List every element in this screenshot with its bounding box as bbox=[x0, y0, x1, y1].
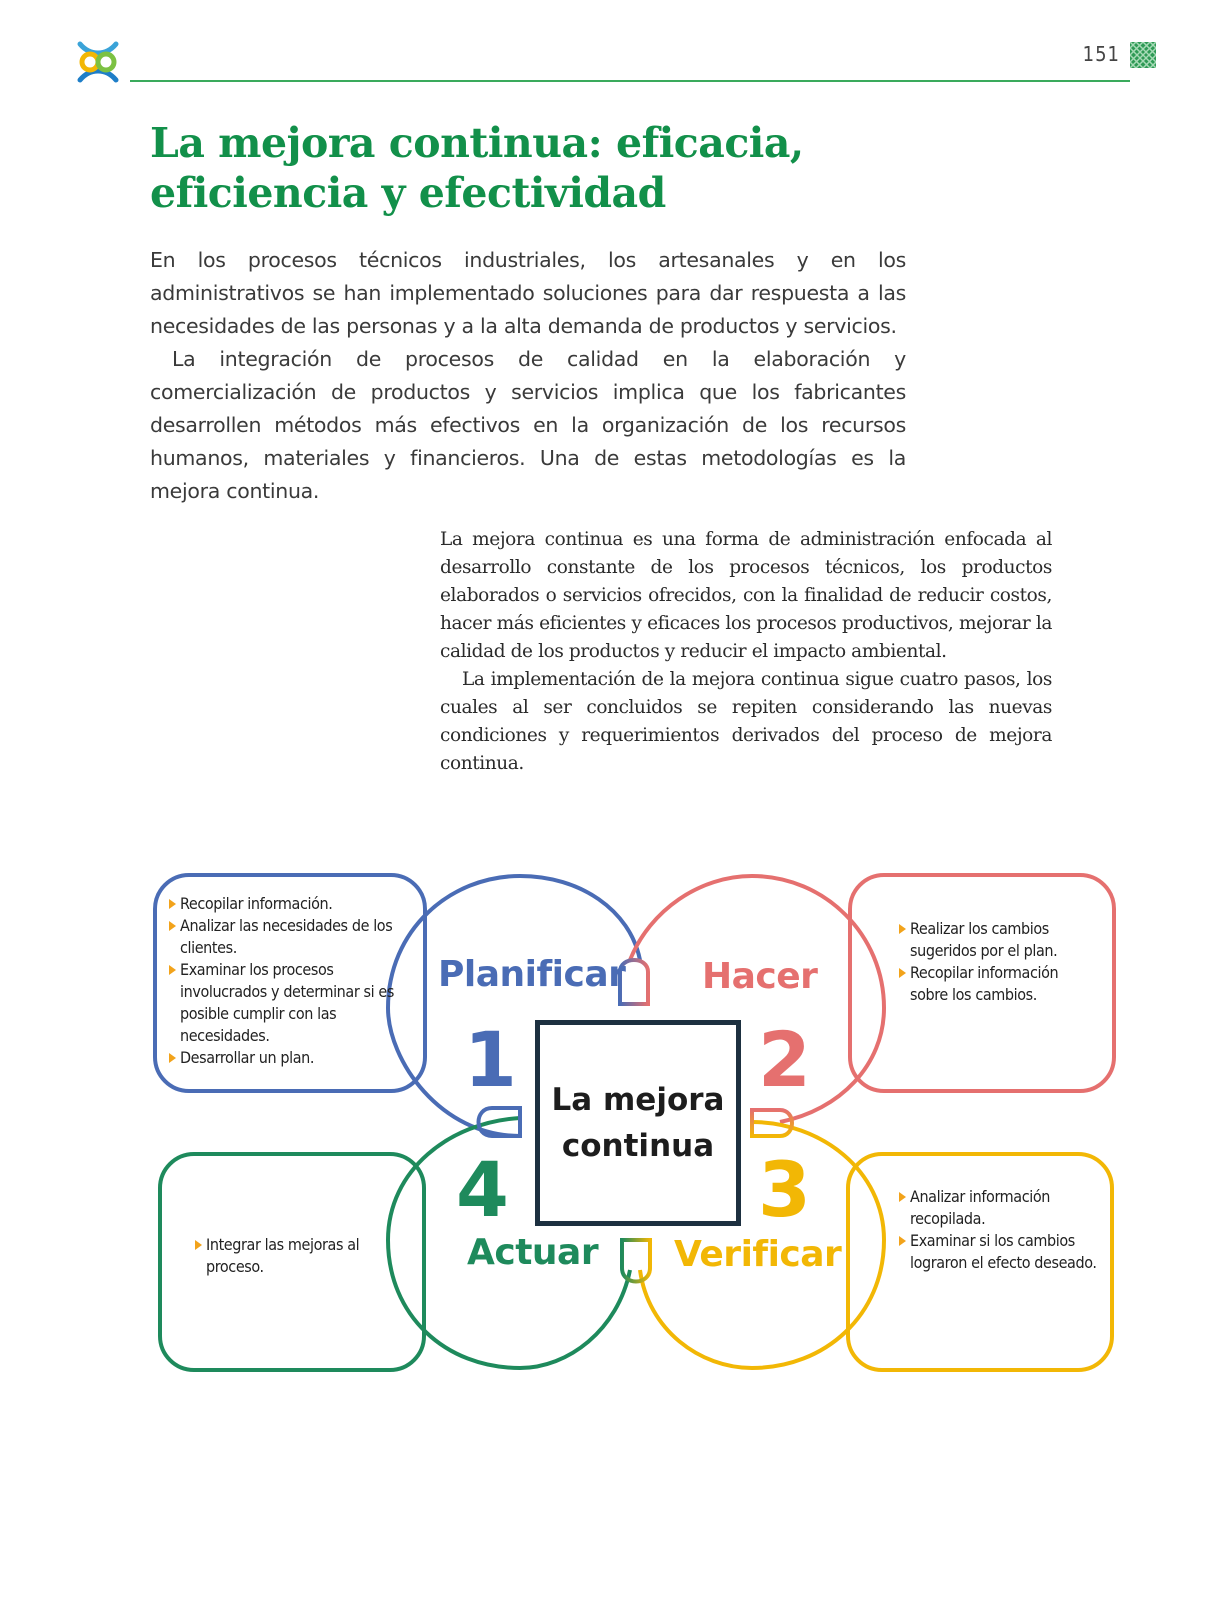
intro-text bbox=[150, 244, 906, 508]
verificar-list bbox=[898, 1186, 1098, 1274]
pdca-diagram bbox=[0, 860, 1214, 1400]
cross-loop-logo-icon bbox=[74, 38, 122, 86]
number-1: 1 bbox=[464, 1015, 517, 1104]
center-line-2: continua bbox=[561, 1128, 715, 1164]
center-box bbox=[535, 1020, 741, 1226]
header-rule bbox=[130, 80, 1130, 82]
label-verificar: Verificar bbox=[674, 1234, 842, 1275]
center-label bbox=[543, 1077, 733, 1169]
list-item: Recopilar información sobre los cambios. bbox=[898, 962, 1094, 1006]
label-planificar: Planificar bbox=[438, 954, 626, 995]
intro-paragraph-1: En los procesos técnicos industriales, los artesanales y en los administrativos se han implementado soluciones para dar respuesta a las necesidades de las personas y a la alta demanda de productos y servicios. bbox=[150, 248, 906, 338]
number-4: 4 bbox=[456, 1145, 509, 1234]
number-2: 2 bbox=[758, 1015, 811, 1104]
list-item: Analizar las necesidades de los clientes. bbox=[168, 915, 400, 959]
list-item: Recopilar información. bbox=[168, 893, 400, 915]
list-item: Desarrollar un plan. bbox=[168, 1047, 400, 1069]
definition-text bbox=[440, 526, 1052, 778]
list-item: Examinar si los cambios lograron el efecto deseado. bbox=[898, 1230, 1098, 1274]
number-3: 3 bbox=[758, 1145, 811, 1234]
green-pattern-icon bbox=[1130, 42, 1156, 68]
planificar-list bbox=[168, 893, 400, 1069]
tab-bottom bbox=[622, 1240, 650, 1282]
list-item: Integrar las mejoras al proceso. bbox=[194, 1234, 374, 1278]
list-item: Analizar información recopilada. bbox=[898, 1186, 1098, 1230]
page-title bbox=[150, 118, 910, 218]
center-line-1: La mejora bbox=[551, 1082, 725, 1118]
title-line-1: La mejora continua: eficacia, bbox=[150, 119, 804, 167]
label-hacer: Hacer bbox=[702, 956, 818, 997]
definition-paragraph-1: La mejora continua es una forma de administración enfocada al desarrollo constante de los procesos técnicos, los productos elaborados o servicios ofrecidos, con la finalidad de reducir costos, hacer más eficientes y eficaces los procesos productivos, mejorar la calidad de los productos y reducir el impacto ambiental. bbox=[440, 529, 1052, 662]
hacer-list bbox=[898, 918, 1094, 1006]
list-item: Examinar los procesos involucrados y determinar si es posible cumplir con las necesidades. bbox=[168, 959, 400, 1047]
actuar-list bbox=[194, 1234, 374, 1278]
title-line-2: eficiencia y efectividad bbox=[150, 169, 666, 217]
intro-paragraph-2: La integración de procesos de calidad en la elaboración y comercialización de productos y servicios implica que los fabricantes desarrollen métodos más efectivos en la organización de los recursos humanos, materiales y financieros. Una de estas metodologías es la mejora continua. bbox=[150, 347, 906, 503]
label-actuar: Actuar bbox=[467, 1232, 599, 1273]
list-item: Realizar los cambios sugeridos por el plan. bbox=[898, 918, 1094, 962]
page-number: 151 bbox=[1082, 42, 1120, 66]
definition-paragraph-2: La implementación de la mejora continua sigue cuatro pasos, los cuales al ser concluidos se repiten considerando las nuevas condiciones y requerimientos derivados del proceso de mejora continua. bbox=[440, 669, 1052, 774]
